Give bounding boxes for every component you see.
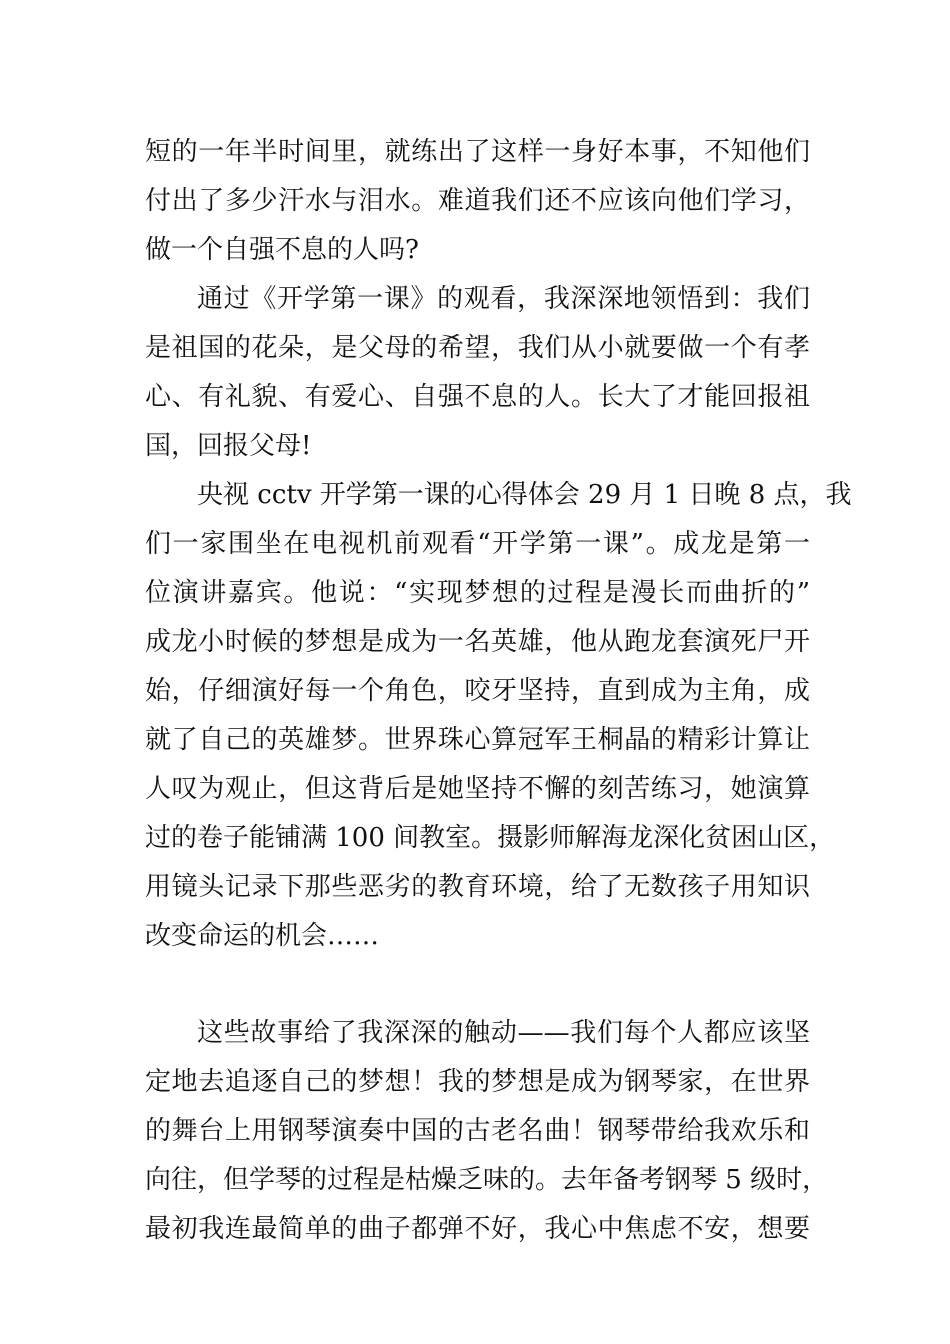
text-line: 向往，但学琴的过程是枯燥乏味的。去年备考钢琴 5 级时， [145,1165,829,1195]
paragraph-first-line: 通过《开学第一课》的观看，我深深地领悟到：我们 [197,284,810,314]
text-line: 改变命运的机会…… [145,921,380,951]
text-line: 就了自己的英雄梦。世界珠心算冠军王桐晶的精彩计算让 [145,725,810,755]
paragraph-first-line: 这些故事给了我深深的触动——我们每个人都应该坚 [197,1018,810,1048]
text-line: 定地去追逐自己的梦想！我的梦想是成为钢琴家，在世界 [145,1067,810,1097]
text-line: 最初我连最简单的曲子都弹不好，我心中焦虑不安，想要 [145,1214,810,1244]
text-line: 们一家围坐在电视机前观看“开学第一课”。成龙是第一 [145,529,810,559]
text-line: 过的卷子能铺满 100 间教室。摄影师解海龙深化贫困山区， [145,823,836,853]
text-line: 心、有礼貌、有爱心、自强不息的人。长大了才能回报祖 [145,382,810,412]
text-line: 国，回报父母! [145,431,312,461]
text-line: 的舞台上用钢琴演奏中国的古老名曲！钢琴带给我欢乐和 [145,1116,810,1146]
text-line: 人叹为观止，但这背后是她坚持不懈的刻苦练习，她演算 [145,774,810,804]
text-line: 位演讲嘉宾。他说：“实现梦想的过程是漫长而曲折的” [145,578,810,608]
text-line: 付出了多少汗水与泪水。难道我们还不应该向他们学习， [145,186,810,216]
text-line: 成龙小时候的梦想是成为一名英雄，他从跑龙套演死尸开 [145,627,810,657]
text-line: 做一个自强不息的人吗? [145,235,419,265]
text-line: 是祖国的花朵，是父母的希望，我们从小就要做一个有孝 [145,333,810,363]
paragraph-first-line: 央视 cctv 开学第一课的心得体会 29 月 1 日晚 8 点，我 [197,480,852,510]
text-line: 用镜头记录下那些恶劣的教育环境，给了无数孩子用知识 [145,872,810,902]
text-line: 始，仔细演好每一个角色，咬牙坚持，直到成为主角，成 [145,676,810,706]
text-line: 短的一年半时间里，就练出了这样一身好本事，不知他们 [145,137,810,167]
